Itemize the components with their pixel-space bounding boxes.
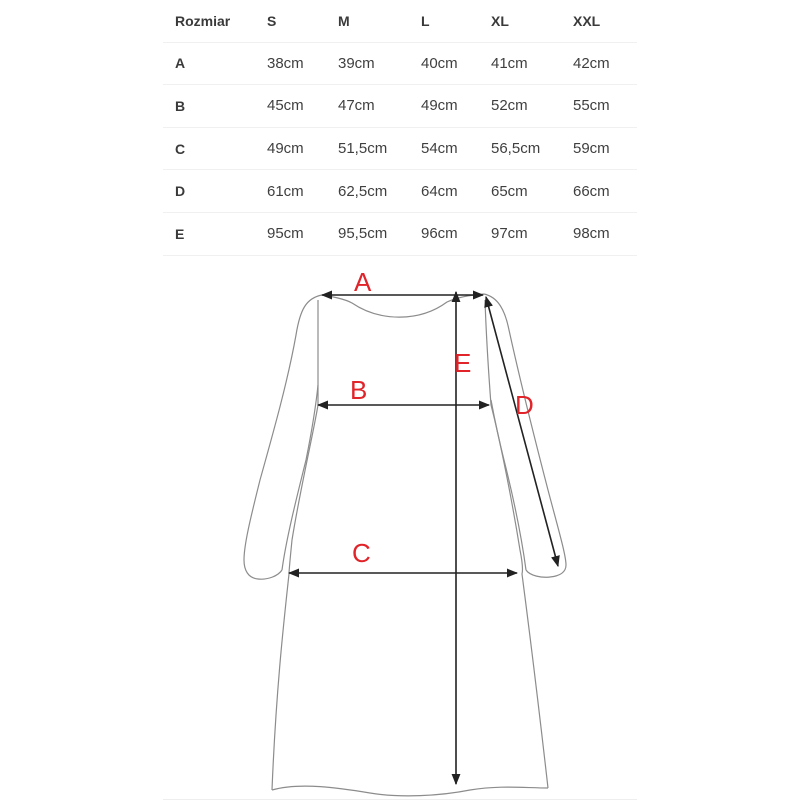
label-c: C xyxy=(352,538,371,568)
table-cell: 96cm xyxy=(409,212,479,255)
table-cell: 98cm xyxy=(561,212,637,255)
table-cell: 56,5cm xyxy=(479,127,561,170)
table-cell: 39cm xyxy=(326,42,409,85)
left-body-side xyxy=(272,405,318,790)
table-cell: 42cm xyxy=(561,42,637,85)
table-row xyxy=(163,85,637,128)
table-header-row xyxy=(163,0,637,42)
table-cell: 52cm xyxy=(479,85,561,128)
dress-outline xyxy=(244,294,566,796)
table-row xyxy=(163,42,637,85)
table-cell: 65cm xyxy=(479,170,561,213)
row-label: C xyxy=(163,127,255,170)
table-cell: 66cm xyxy=(561,170,637,213)
table-cell: 95,5cm xyxy=(326,212,409,255)
hem xyxy=(272,786,548,796)
table-cell: 49cm xyxy=(409,85,479,128)
dress-outline-svg xyxy=(0,255,800,800)
header-s: S xyxy=(255,0,326,42)
header-m: M xyxy=(326,0,409,42)
row-label: E xyxy=(163,212,255,255)
table-cell: 45cm xyxy=(255,85,326,128)
table-cell: 61cm xyxy=(255,170,326,213)
table-cell: 41cm xyxy=(479,42,561,85)
header-xl: XL xyxy=(479,0,561,42)
table-cell: 38cm xyxy=(255,42,326,85)
table-cell: 40cm xyxy=(409,42,479,85)
right-armhole xyxy=(485,300,491,405)
neckline xyxy=(322,294,484,317)
row-label: A xyxy=(163,42,255,85)
size-table xyxy=(163,0,637,256)
header-size: Rozmiar xyxy=(163,0,255,42)
label-a: A xyxy=(354,267,372,297)
left-sleeve-inner xyxy=(282,385,318,570)
table-cell: 54cm xyxy=(409,127,479,170)
table-cell: 59cm xyxy=(561,127,637,170)
header-xxl: XXL xyxy=(561,0,637,42)
table-row xyxy=(163,127,637,170)
table-cell: 62,5cm xyxy=(326,170,409,213)
right-body-side xyxy=(491,405,548,788)
label-b: B xyxy=(350,375,368,405)
dress-measurement-diagram xyxy=(0,255,800,800)
table-cell: 55cm xyxy=(561,85,637,128)
table-cell: 49cm xyxy=(255,127,326,170)
label-d: D xyxy=(515,390,534,420)
label-e: E xyxy=(454,348,472,378)
size-table-container xyxy=(163,0,637,256)
table-cell: 64cm xyxy=(409,170,479,213)
header-l: L xyxy=(409,0,479,42)
table-cell: 97cm xyxy=(479,212,561,255)
table-row xyxy=(163,170,637,213)
row-label: D xyxy=(163,170,255,213)
table-cell: 47cm xyxy=(326,85,409,128)
row-label: B xyxy=(163,85,255,128)
table-cell: 95cm xyxy=(255,212,326,255)
table-row xyxy=(163,212,637,255)
table-cell: 51,5cm xyxy=(326,127,409,170)
